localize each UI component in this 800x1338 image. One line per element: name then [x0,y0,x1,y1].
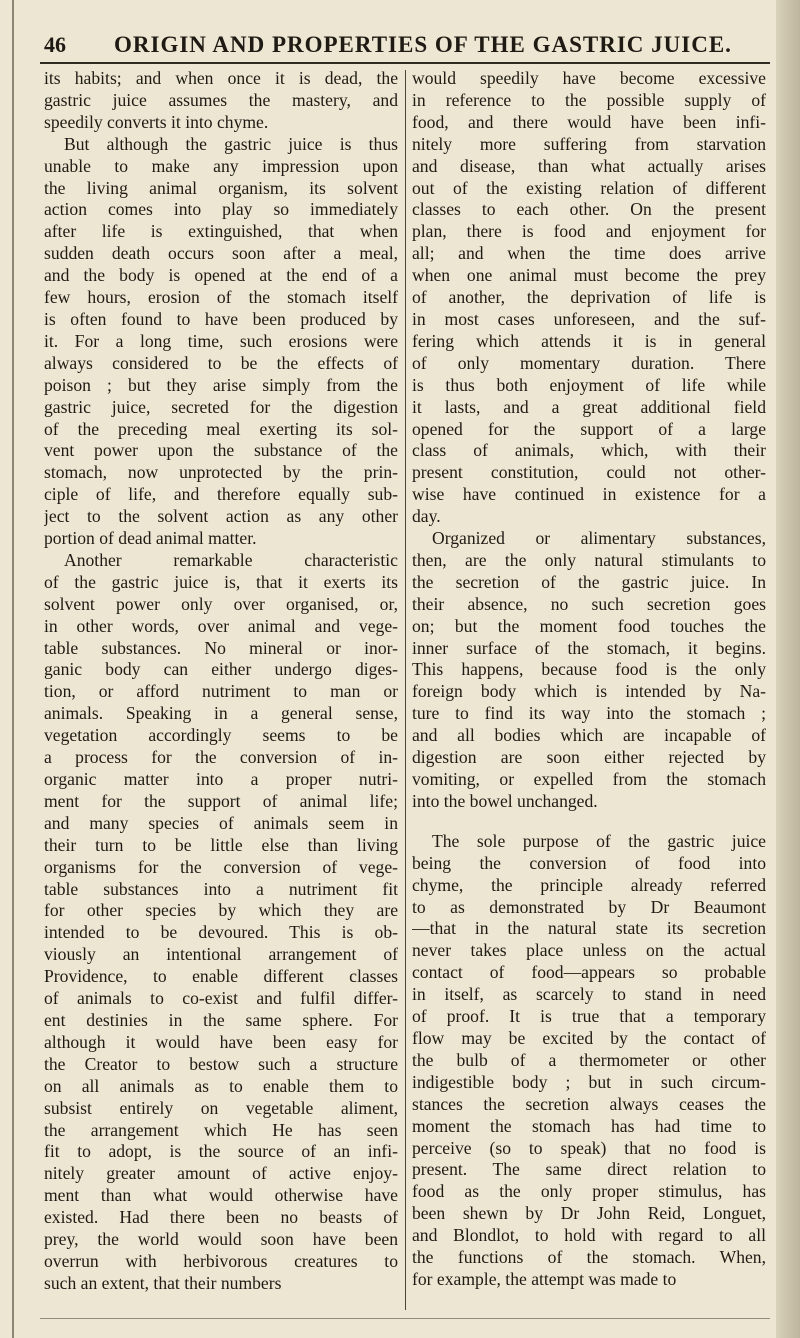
text-line: is thus both enjoyment of life while [412,374,766,395]
text-line: of another, the deprivation of life is [412,287,766,308]
column-divider [405,70,406,1310]
text-line: animals. Speaking in a general sense, [44,703,398,724]
text-line: fering which attends it is in general [412,330,766,351]
text-line: when one animal must become the prey [412,265,766,286]
text-line: and Blondlot, to hold with regard to all [412,1225,766,1246]
text-line: intended to be devoured. This is ob- [44,922,398,943]
text-line: of proof. It is true that a temporary [412,1006,766,1027]
text-line: classes to each other. On the present [412,199,766,220]
text-line: been shewn by Dr John Reid, Longuet, [412,1203,766,1224]
text-line: table substances into a nutriment fit [44,878,398,899]
text-line: vegetation accordingly seems to be [44,725,398,746]
text-line: the secretion of the gastric juice. In [412,571,766,592]
text-line: for example, the attempt was made to [412,1268,677,1289]
text-line: opened for the support of a large [412,418,766,439]
text-line: a process for the conversion of in- [44,747,398,768]
bottom-rule [40,1318,770,1319]
page-right-edge [776,0,800,1338]
text-line: existed. Had there been no beasts of [44,1207,398,1228]
text-line: inner surface of the stomach, it begins. [412,637,766,658]
text-line: few hours, erosion of the stomach itself [44,287,398,308]
text-line: the functions of the stomach. When, [412,1247,766,1268]
text-line: and many species of animals seem in [44,812,398,833]
text-line: ture to find its way into the stomach ; [412,703,766,724]
text-line: overrun with herbivorous creatures to [44,1250,398,1271]
text-line: being the conversion of food into [412,852,766,873]
text-line: never takes place unless on the actual [412,940,766,961]
text-line: in itself, as scarcely to stand in need [412,984,766,1005]
text-line: unable to make any impression upon [44,155,398,176]
text-line: stances the secretion always ceases the [412,1093,766,1114]
text-line: on; but the moment food touches the [412,615,766,636]
text-line: of the preceding meal exerting its sol- [44,418,398,439]
text-line: fit to adopt, is the source of an infi- [44,1141,398,1162]
text-line: of the gastric juice is, that it exerts its [44,571,398,592]
text-line: to as demonstrated by Dr Beaumont [412,896,766,917]
text-line: Providence, to enable different classes [44,966,398,987]
text-line: organisms for the conversion of vege- [44,856,398,877]
text-line: on all animals as to enable them to [44,1075,398,1096]
text-line: Organized or alimentary substances, [432,528,766,549]
text-line: organic matter into a proper nutri- [44,769,398,789]
text-line: it lasts, and a great additional field [412,396,766,417]
text-line: present. The same direct relation to [412,1159,766,1180]
text-line: day. [412,506,441,527]
text-line: for other species by which they are [44,900,398,921]
text-line: plan, there is food and enjoyment for [412,221,766,242]
right-text-column [412,68,766,1291]
text-line: ciple of life, and therefore equally sub- [44,484,398,505]
text-line: after life is extinguished, that when [44,221,398,242]
text-line: out of the existing relation of different [412,177,766,198]
page-left-border [12,0,14,1338]
text-line: gastric juice, secreted for the digestion [44,396,398,417]
text-line: of animals to co-exist and fulfil differ- [44,988,398,1009]
text-line: portion of dead animal matter. [44,528,257,549]
text-line: prey, the world would soon have been [44,1229,398,1250]
page-header [44,30,764,60]
left-text-column [44,68,398,1295]
text-line: it. For a long time, such erosions were [44,330,398,351]
text-line: the Creator to bestow such a structure [44,1053,398,1074]
text-line: nitely greater amount of active enjoy- [44,1163,398,1184]
text-line: foreign body which is intended by Na- [412,681,766,702]
text-line: contact of food—appears so probable [412,962,766,983]
text-line: and disease, than what actually arises [412,155,766,176]
header-rule [40,62,770,64]
text-line: The sole purpose of the gastric juice [432,830,766,851]
text-line: wise have continued in existence for a [412,484,766,505]
text-line: would speedily have become excessive [412,68,766,88]
text-line: their turn to be little else than living [44,834,398,855]
text-line: is often found to have been produced by [44,308,398,329]
text-line: into the bowel unchanged. [412,790,598,811]
text-line: and all bodies which are incapable of [412,725,766,746]
text-line: the bulb of a thermometer or other [412,1049,766,1070]
text-line: This happens, because food is the only [412,659,766,680]
text-line: tion, or afford nutriment to man or [44,681,398,702]
text-line: then, are the only natural stimulants to [412,549,766,570]
text-line: table substances. No mineral or inor- [44,637,398,658]
text-line: sudden death occurs soon after a meal, [44,243,398,264]
text-line: the living animal organism, its solvent [44,177,398,198]
text-line: ganic body can either undergo diges- [44,659,398,680]
text-line: its habits; and when once it is dead, the [44,68,398,88]
text-line: class of animals, which, with their [412,440,766,461]
text-line: food, and there would have been infi- [412,111,766,132]
text-line: ment than what would otherwise have [44,1185,398,1206]
text-line: speedily converts it into chyme. [44,111,269,132]
page-number: 46 [44,32,66,57]
text-line: subsist entirely on vegetable aliment, [44,1097,398,1118]
text-line: viously an intentional arrangement of [44,944,398,965]
text-line: in most cases unforeseen, and the suf- [412,308,766,329]
text-line: But although the gastric juice is thus [64,133,398,154]
text-line: poison ; but they arise simply from the [44,374,398,395]
text-line: ment for the support of animal life; [44,790,398,811]
text-line: in reference to the possible supply of [412,89,766,110]
text-line: nitely more suffering from starvation [412,133,766,154]
running-title: ORIGIN AND PROPERTIES OF THE GASTRIC JUICE. [114,32,732,57]
text-line: ent destinies in the same sphere. For [44,1009,398,1030]
text-line: indigestible body ; but in such circum- [412,1071,766,1092]
text-line: Another remarkable characteristic [64,549,398,570]
text-line: stomach, now unprotected by the prin- [44,462,398,483]
text-line: although it would have been easy for [44,1031,398,1052]
text-line: present constitution, could not other- [412,462,766,483]
text-line: always considered to be the effects of [44,352,398,373]
text-line: vent power upon the substance of the [44,440,398,461]
text-line: chyme, the principle already referred [412,874,766,895]
text-line: ject to the solvent action as any other [44,506,398,527]
text-line: action comes into play so immediately [44,199,398,220]
text-line: gastric juice assumes the mastery, and [44,89,398,110]
text-line: vomiting, or expelled from the stomach [412,769,766,789]
text-line: food as the only proper stimulus, has [412,1181,766,1202]
text-line: their absence, no such secretion goes [412,593,766,614]
text-line: in other words, over animal and vege- [44,615,398,636]
text-line: digestion are soon either rejected by [412,747,766,768]
text-line: solvent power only over organised, or, [44,593,398,614]
text-line: and the body is opened at the end of a [44,265,398,286]
text-line: of only momentary duration. There [412,352,766,373]
text-line: moment the stomach has had time to [412,1115,766,1136]
text-line: the arrangement which He has seen [44,1119,398,1140]
text-line: all; and when the time does arrive [412,243,766,264]
text-line: —that in the natural state its secretion [412,918,766,939]
paragraph-gap [412,813,766,831]
text-line: such an extent, that their numbers [44,1272,282,1293]
text-line: perceive (so to speak) that no food is [412,1137,766,1158]
text-line: flow may be excited by the contact of [412,1027,766,1048]
